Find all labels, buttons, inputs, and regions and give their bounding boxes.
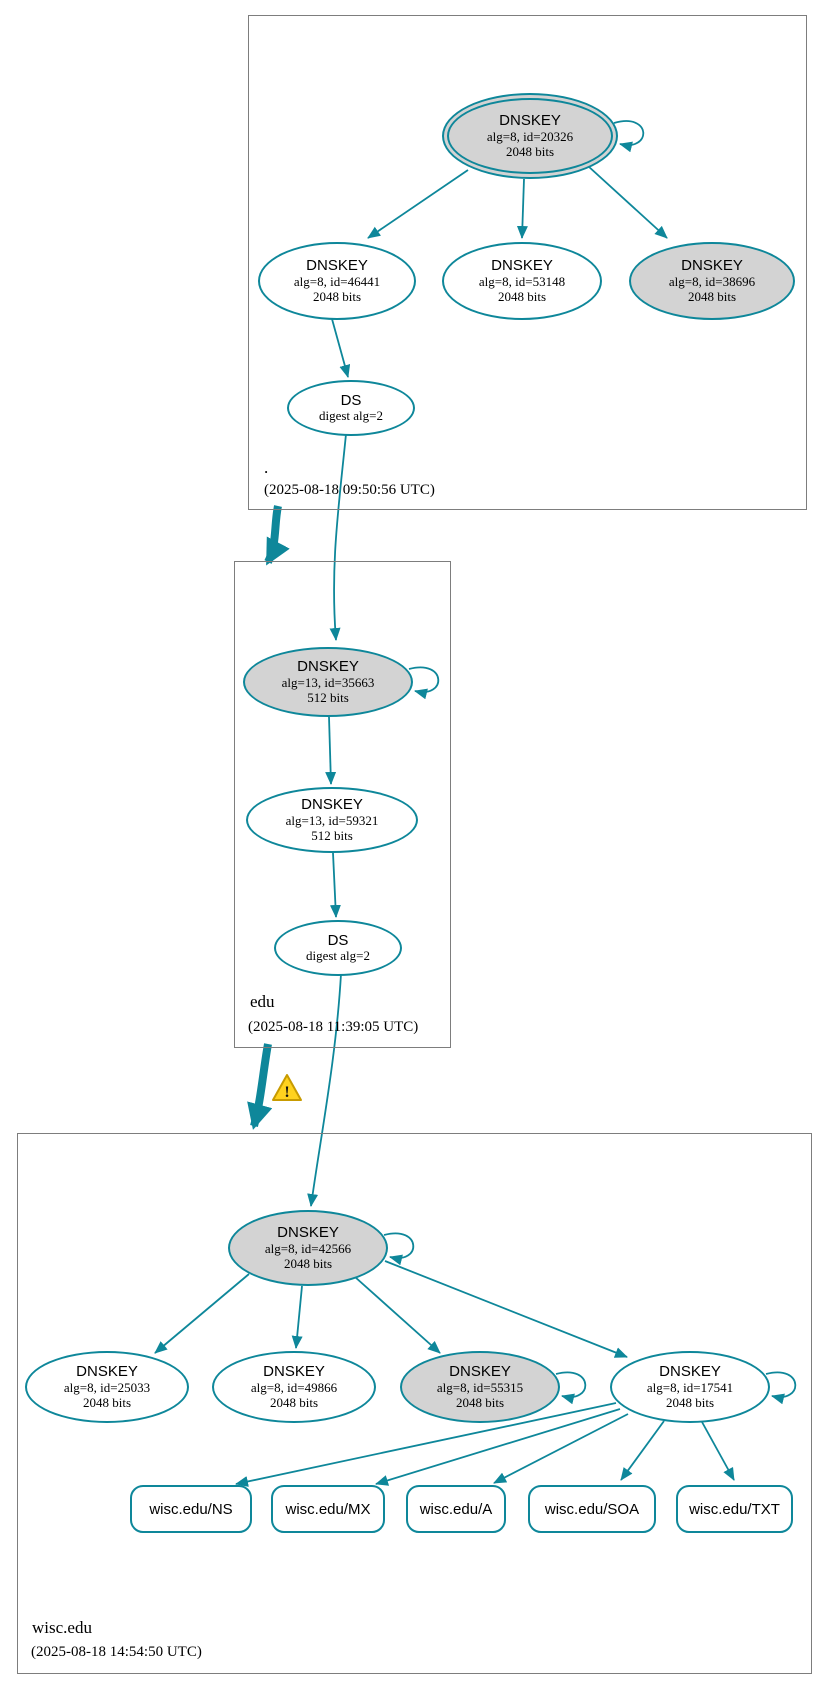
dnskey-node-38696[interactable]: DNSKEY alg=8, id=38696 2048 bits xyxy=(629,242,795,320)
svg-text:!: ! xyxy=(284,1084,290,1101)
ds-node-root[interactable]: DS digest alg=2 xyxy=(287,380,415,436)
dnskey-node-59321[interactable]: DNSKEY alg=13, id=59321 512 bits xyxy=(246,787,418,853)
dnskey-node-20326-trust-anchor[interactable]: DNSKEY alg=8, id=20326 2048 bits xyxy=(442,93,618,179)
zone-name-wisc-edu: wisc.edu xyxy=(32,1618,92,1637)
dnskey-node-55315[interactable]: DNSKEY alg=8, id=55315 2048 bits xyxy=(400,1351,560,1423)
rrset-node-wisc-edu-soa[interactable]: wisc.edu/SOA xyxy=(528,1485,656,1533)
dnskey-node-49866[interactable]: DNSKEY alg=8, id=49866 2048 bits xyxy=(212,1351,376,1423)
dnskey-node-25033[interactable]: DNSKEY alg=8, id=25033 2048 bits xyxy=(25,1351,189,1423)
delegation-edu-to-wisc xyxy=(254,1044,268,1126)
dnskey-node-35663[interactable]: DNSKEY alg=13, id=35663 512 bits xyxy=(243,647,413,717)
rrset-node-wisc-edu-ns[interactable]: wisc.edu/NS xyxy=(130,1485,252,1533)
dnskey-node-17541[interactable]: DNSKEY alg=8, id=17541 2048 bits xyxy=(610,1351,770,1423)
zone-name-root: . xyxy=(264,458,269,477)
zone-timestamp-wisc-edu: (2025-08-18 14:54:50 UTC) xyxy=(31,1644,202,1660)
dnskey-node-42566[interactable]: DNSKEY alg=8, id=42566 2048 bits xyxy=(228,1210,388,1286)
warning-icon[interactable] xyxy=(271,1072,305,1104)
zone-name-edu: edu xyxy=(250,992,275,1011)
ds-node-edu[interactable]: DS digest alg=2 xyxy=(274,920,402,976)
zone-timestamp-edu: (2025-08-18 11:39:05 UTC) xyxy=(248,1019,419,1035)
rrset-node-wisc-edu-txt[interactable]: wisc.edu/TXT xyxy=(676,1485,793,1533)
dnskey-node-46441[interactable]: DNSKEY alg=8, id=46441 2048 bits xyxy=(258,242,416,320)
rrset-node-wisc-edu-a[interactable]: wisc.edu/A xyxy=(406,1485,506,1533)
rrset-node-wisc-edu-mx[interactable]: wisc.edu/MX xyxy=(271,1485,385,1533)
zone-timestamp-root: (2025-08-18 09:50:56 UTC) xyxy=(264,482,435,498)
delegation-root-to-edu xyxy=(268,506,278,562)
dnskey-node-53148[interactable]: DNSKEY alg=8, id=53148 2048 bits xyxy=(442,242,602,320)
